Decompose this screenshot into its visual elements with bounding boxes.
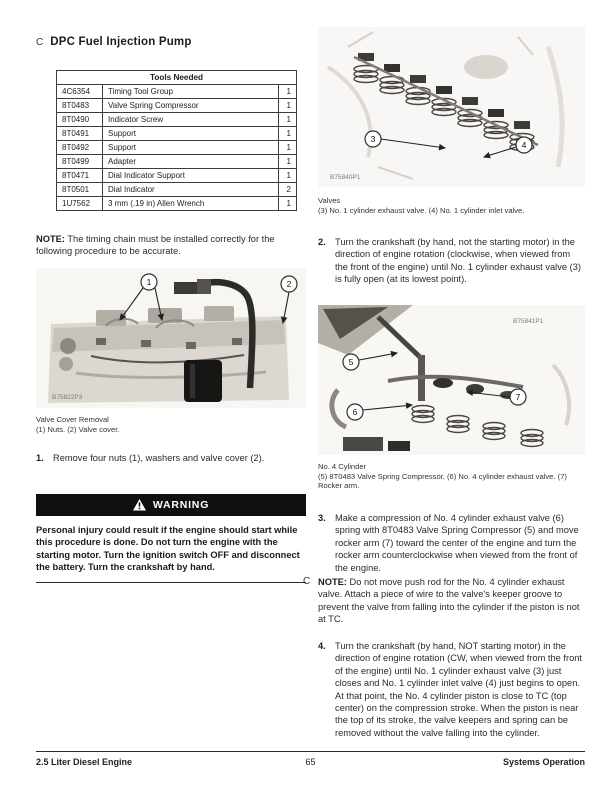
tool-description: Dial Indicator bbox=[103, 183, 279, 197]
part-number: 8T0501 bbox=[57, 183, 103, 197]
page-footer bbox=[36, 757, 585, 767]
note-text: Do not move push rod for the No. 4 cylinder exhaust valve. Attach a piece of wire to the valve's keeper groove to prevent the valve from falling into the cylinder if the piston is not at TC. bbox=[318, 577, 580, 625]
table-header-row bbox=[57, 71, 297, 85]
page-title: DPC Fuel Injection Pump bbox=[50, 36, 192, 48]
warning-box bbox=[36, 494, 306, 583]
table-header: Tools Needed bbox=[57, 71, 297, 85]
table-row bbox=[57, 183, 297, 197]
caption-title: Valves bbox=[318, 196, 341, 205]
note-push-rod bbox=[303, 576, 585, 626]
page-number: 65 bbox=[305, 757, 316, 767]
tools-needed-table bbox=[56, 70, 297, 211]
photo-id-label: B75822P3 bbox=[52, 394, 83, 401]
tool-qty: 1 bbox=[279, 197, 297, 211]
tool-description: 3 mm (.19 in) Allen Wrench bbox=[103, 197, 279, 211]
part-number: 1U7562 bbox=[57, 197, 103, 211]
figure-no4-cylinder bbox=[318, 305, 585, 455]
photo-id-label: B75841P1 bbox=[513, 318, 544, 325]
tool-description: Timing Tool Group bbox=[103, 85, 279, 99]
procedure-step-3 bbox=[318, 512, 585, 574]
warning-text: Personal injury could result if the engine should start while this procedure is done. Do not turn the engine with the starting motor. Turn the ignition switch OFF and disconnect the battery. Turn the crankshaft by hand. bbox=[36, 525, 300, 573]
caption-detail: (3) No. 1 cylinder exhaust valve. (4) No. 1 cylinder inlet valve. bbox=[318, 205, 525, 215]
change-marker: C bbox=[36, 37, 44, 48]
callout-5-number: 5 bbox=[348, 357, 354, 367]
figure1-caption bbox=[36, 415, 306, 434]
note-label: NOTE: bbox=[318, 577, 347, 587]
footer-section-title: Systems Operation bbox=[502, 757, 586, 767]
callout-2-number: 2 bbox=[286, 279, 292, 289]
procedure-step-1 bbox=[36, 452, 306, 464]
step-text: Turn the crankshaft (by hand, NOT starting motor) in the direction of engine rotation (CW, when viewed from the front of the engine) until No. 1 cylinder exhaust valve (3) just closes and No. 1 cylinder inlet valve (4) just begins to open. At that point, the No. 4 cylinder piston is close to TC (top center) on the compression stroke. When the piston is near the top of its stroke, the valve keepers and spring can be removed without the valve falling into the cylinder. bbox=[335, 641, 583, 738]
part-number: 8T0491 bbox=[57, 127, 103, 141]
table-row bbox=[57, 85, 297, 99]
note-timing-chain bbox=[36, 233, 306, 258]
change-marker: C bbox=[303, 576, 311, 587]
tool-qty: 1 bbox=[279, 169, 297, 183]
tool-qty: 1 bbox=[279, 85, 297, 99]
figure2-caption bbox=[318, 196, 585, 215]
procedure-step-2 bbox=[318, 236, 585, 286]
figure-valves bbox=[318, 27, 585, 187]
warning-title: WARNING bbox=[152, 499, 210, 511]
step-text: Remove four nuts (1), washers and valve cover (2). bbox=[53, 453, 265, 463]
tool-qty: 2 bbox=[279, 183, 297, 197]
table-row bbox=[57, 113, 297, 127]
table-row bbox=[57, 155, 297, 169]
step-text: Make a compression of No. 4 cylinder exhaust valve (6) spring with 8T0483 Valve Spring Compressor (5) and move rocker arm (7) toward the center of the engine and turn the rocker arm counterclockwise when viewed from the front of the engine. bbox=[335, 513, 579, 573]
tool-description: Support bbox=[103, 127, 279, 141]
caption-detail: (5) 8T0483 Valve Spring Compressor. (6) No. 4 cylinder exhaust valve. (7) Rocker arm. bbox=[318, 471, 567, 491]
footer-rule bbox=[36, 751, 585, 752]
table-row bbox=[57, 99, 297, 113]
part-number: 8T0471 bbox=[57, 169, 103, 183]
tool-qty: 1 bbox=[279, 113, 297, 127]
part-number: 8T0499 bbox=[57, 155, 103, 169]
footer-engine-title: 2.5 Liter Diesel Engine bbox=[36, 757, 133, 767]
figure-valve-cover-removal bbox=[36, 268, 306, 408]
caption-detail: (1) Nuts. (2) Valve cover. bbox=[36, 424, 120, 434]
photo-id-label: B75840P1 bbox=[330, 174, 361, 181]
caption-title: Valve Cover Removal bbox=[36, 415, 109, 424]
tool-description: Indicator Screw bbox=[103, 113, 279, 127]
step-number: 3. bbox=[318, 513, 326, 523]
step-number: 2. bbox=[318, 237, 326, 247]
part-number: 8T0483 bbox=[57, 99, 103, 113]
callout-7-number: 7 bbox=[515, 392, 521, 402]
warning-triangle-icon bbox=[133, 499, 146, 511]
warning-header bbox=[36, 494, 306, 516]
no4-cylinder-photo bbox=[318, 305, 585, 455]
note-text: The timing chain must be installed correctly for the following procedure to be accurate. bbox=[36, 234, 275, 257]
step-number: 4. bbox=[318, 641, 326, 651]
tool-description: Valve Spring Compressor bbox=[103, 99, 279, 113]
part-number: 8T0492 bbox=[57, 141, 103, 155]
table-row bbox=[57, 169, 297, 183]
callout-3-number: 3 bbox=[370, 134, 376, 144]
tool-qty: 1 bbox=[279, 99, 297, 113]
caption-title: No. 4 Cylinder bbox=[318, 462, 367, 471]
note-label: NOTE: bbox=[36, 234, 65, 244]
part-number: 8T0490 bbox=[57, 113, 103, 127]
tool-description: Dial Indicator Support bbox=[103, 169, 279, 183]
part-number: 4C6354 bbox=[57, 85, 103, 99]
step-number: 1. bbox=[36, 453, 44, 463]
step-text: Turn the crankshaft (by hand, not the starting motor) in the direction of engine rotation (clockwise, when viewed from the front of the engine) until No. 1 cylinder exhaust valve (3) is fully open (at its lowest point). bbox=[335, 237, 581, 285]
procedure-step-4 bbox=[318, 640, 586, 739]
tool-qty: 1 bbox=[279, 127, 297, 141]
table-row bbox=[57, 197, 297, 211]
tool-qty: 1 bbox=[279, 141, 297, 155]
tool-description: Adapter bbox=[103, 155, 279, 169]
tool-qty: 1 bbox=[279, 155, 297, 169]
figure3-caption bbox=[318, 462, 585, 491]
callout-4-number: 4 bbox=[521, 140, 527, 150]
table-row bbox=[57, 141, 297, 155]
callout-1-number: 1 bbox=[146, 277, 152, 287]
section-heading bbox=[36, 36, 192, 48]
tool-description: Support bbox=[103, 141, 279, 155]
valves-photo bbox=[318, 27, 585, 187]
valve-cover-photo bbox=[36, 268, 306, 408]
table-row bbox=[57, 127, 297, 141]
callout-6-number: 6 bbox=[352, 407, 358, 417]
